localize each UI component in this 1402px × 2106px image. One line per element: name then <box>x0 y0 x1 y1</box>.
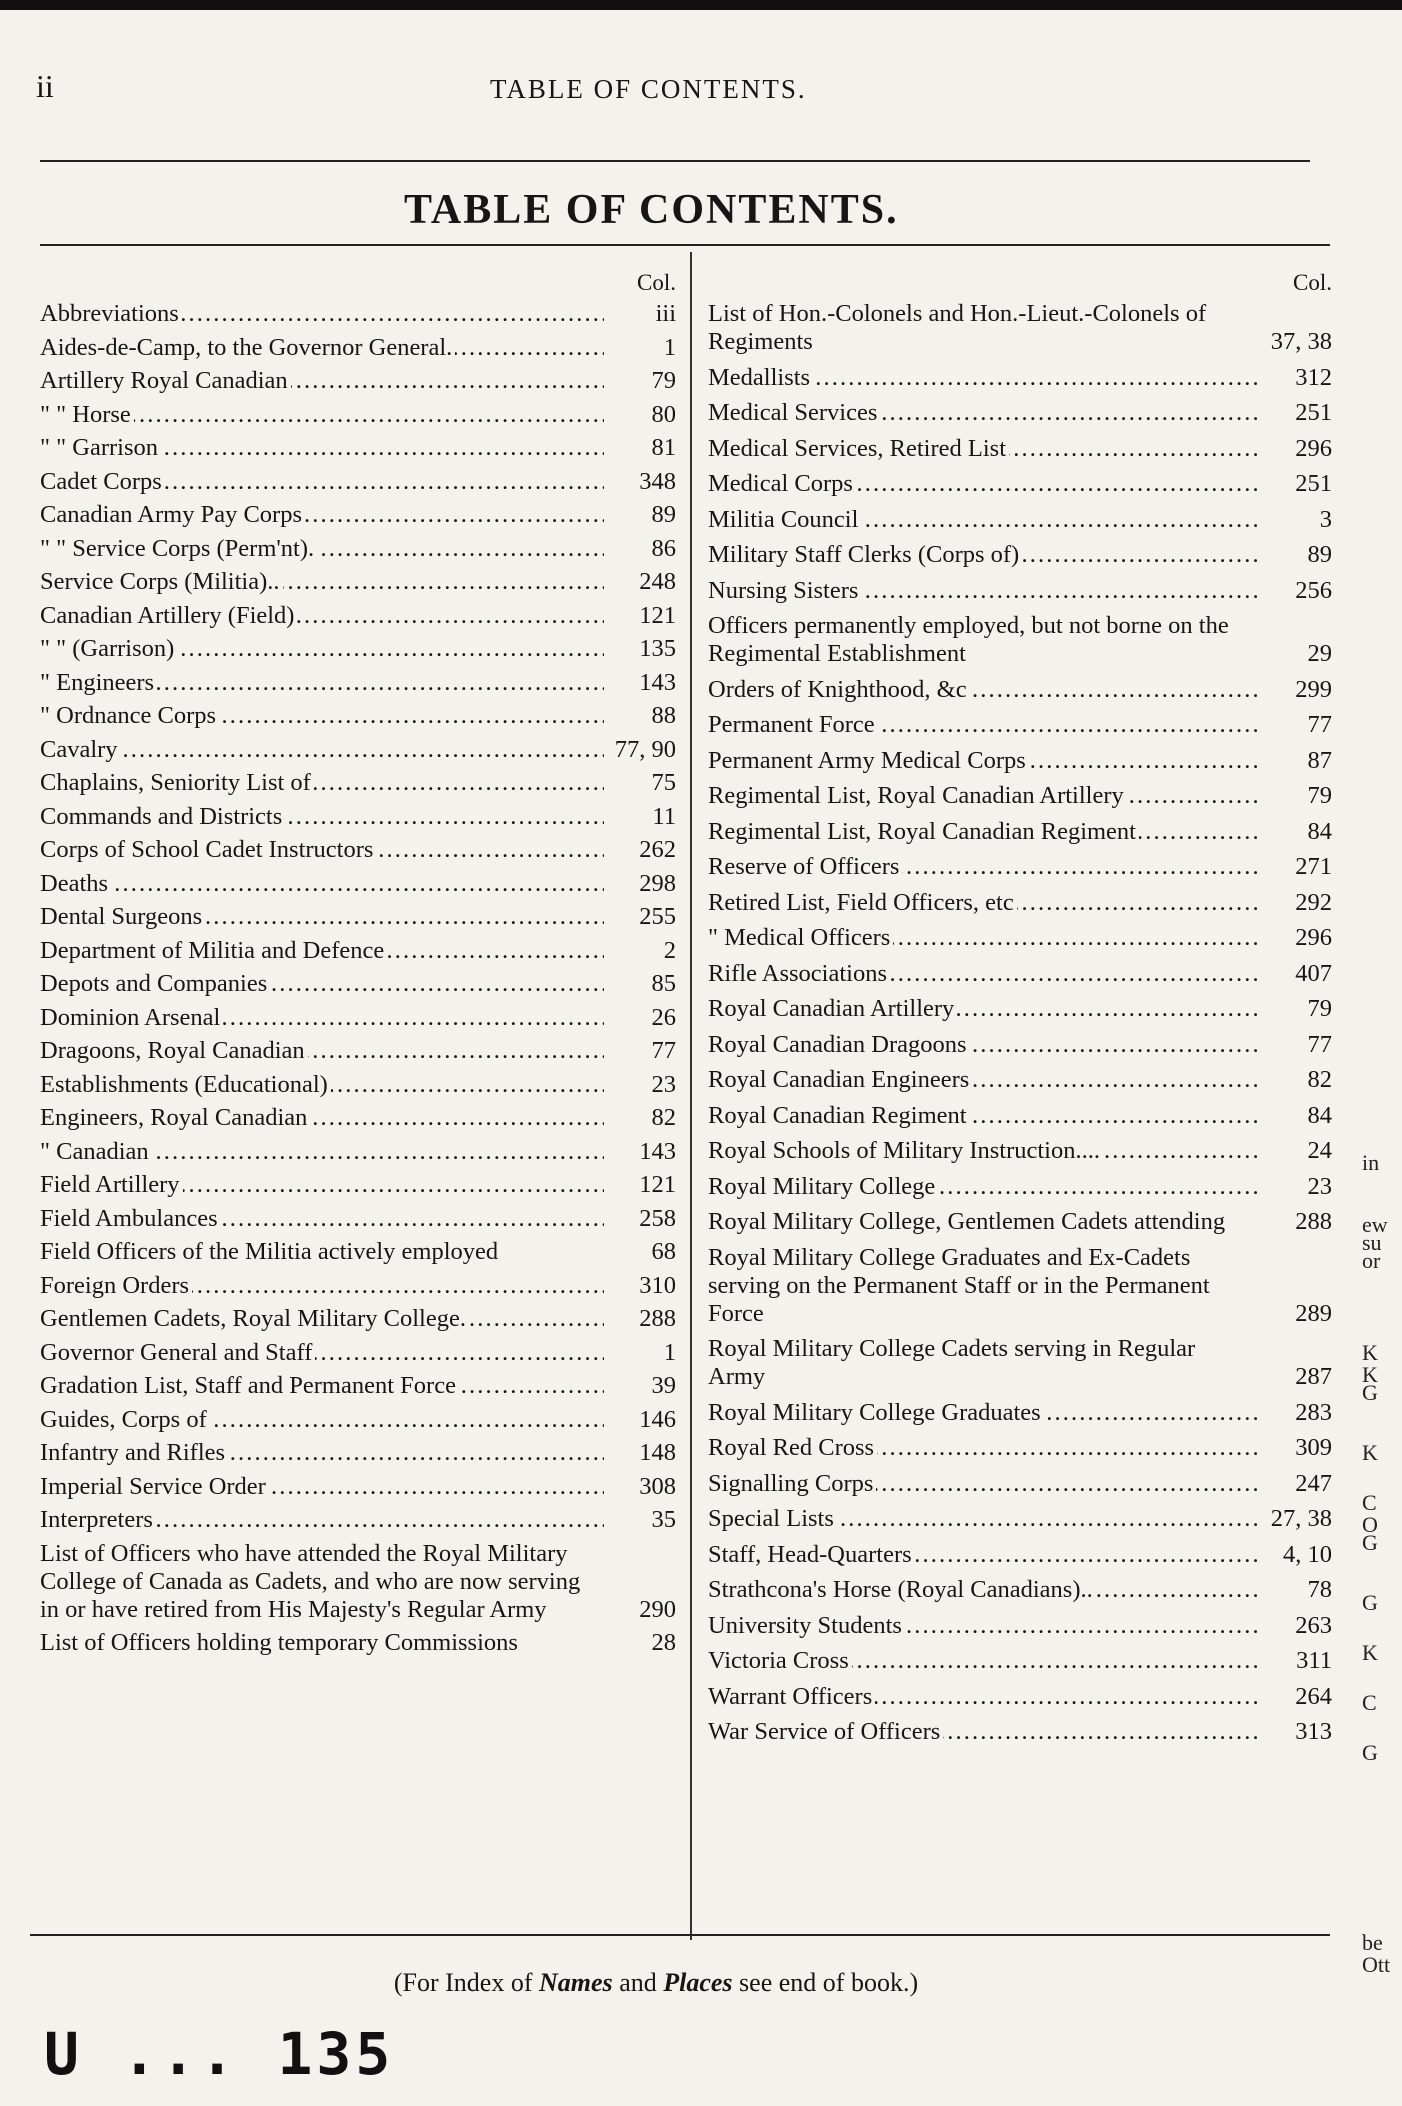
page-number: ii <box>36 68 54 104</box>
toc-entry-title: Medical Corps <box>708 470 856 497</box>
toc-entry-title: Dominion Arsenal <box>40 1004 223 1031</box>
toc-entry-title: Orders of Knighthood, &c <box>708 676 970 703</box>
toc-entry-title: Field Artillery <box>40 1171 183 1198</box>
toc-entry-title: Royal Schools of Military Instruction.... <box>708 1137 1103 1164</box>
toc-entry-col: 312 <box>1260 364 1332 392</box>
edge-fragment: be <box>1362 1930 1383 1955</box>
toc-entry <box>40 434 676 462</box>
column-divider <box>690 252 692 1940</box>
edge-fragment: K <box>1362 1362 1378 1387</box>
toc-entry <box>40 1629 676 1657</box>
footnote-names: Names <box>539 1968 613 1997</box>
toc-entry <box>708 711 1332 739</box>
toc-entry-title: Chaplains, Seniority List of <box>40 769 314 796</box>
toc-entry-title: Special Lists <box>708 1505 837 1532</box>
toc-entry-title: " " Service Corps (Perm'nt). <box>40 535 317 562</box>
toc-entry-col: 271 <box>1260 853 1332 881</box>
toc-entry-title: Staff, Head-Quarters <box>708 1541 915 1568</box>
edge-fragment: O <box>1362 1512 1378 1537</box>
toc-entry-title: Officers permanently employed, but not borne on the Regimental Establishment <box>708 612 1229 667</box>
col-label-left: Col. <box>637 270 676 295</box>
toc-entry-title: Militia Council <box>708 506 861 533</box>
toc-entry <box>708 1683 1332 1711</box>
toc-entry-title: Royal Military College <box>708 1173 938 1200</box>
toc-entry-col: 35 <box>604 1506 676 1534</box>
toc-entry-title: Royal Canadian Regiment <box>708 1102 970 1129</box>
page-title: TABLE OF CONTENTS. <box>404 187 899 233</box>
toc-entry-col: 289 <box>1260 1300 1332 1328</box>
edge-fragment: G <box>1362 1740 1378 1765</box>
toc-entry-title: Canadian Army Pay Corps <box>40 501 305 528</box>
toc-entry <box>40 669 676 697</box>
toc-entry <box>708 960 1332 988</box>
toc-entry <box>40 769 676 797</box>
toc-entry-col: 88 <box>604 702 676 730</box>
toc-entry <box>708 300 1332 356</box>
toc-entry <box>708 1066 1332 1094</box>
toc-entry-title: Victoria Cross <box>708 1647 852 1674</box>
toc-entry-col: 37, 38 <box>1260 328 1332 356</box>
toc-entry-col: 11 <box>604 803 676 831</box>
toc-entry-title: Cadet Corps <box>40 468 165 495</box>
left-column <box>40 270 676 1663</box>
toc-entry-col: 29 <box>1260 640 1332 668</box>
edge-fragment: or <box>1362 1248 1381 1273</box>
toc-entry <box>40 1104 676 1132</box>
toc-entry-col: 287 <box>1260 1363 1332 1391</box>
toc-entry-col: 407 <box>1260 960 1332 988</box>
toc-entry <box>40 568 676 596</box>
toc-entry-col: 85 <box>604 970 676 998</box>
edge-fragment: in <box>1362 1150 1380 1175</box>
toc-entry-col: 39 <box>604 1372 676 1400</box>
toc-entry-col: 298 <box>604 870 676 898</box>
toc-entry-col: 296 <box>1260 924 1332 952</box>
toc-entry-col: 86 <box>604 535 676 563</box>
toc-entry-col: 24 <box>1260 1137 1332 1165</box>
toc-entry-col: 28 <box>604 1629 676 1657</box>
toc-entry-title: Aides-de-Camp, to the Governor General. <box>40 334 455 361</box>
footnote-and: and <box>612 1968 664 1997</box>
toc-entry-title: Royal Red Cross <box>708 1434 877 1461</box>
toc-entry-title: Retired List, Field Officers, etc <box>708 889 1017 916</box>
toc-entry-title: Regimental List, Royal Canadian Artillery <box>708 782 1127 809</box>
toc-entry <box>40 803 676 831</box>
edge-fragment: C <box>1362 1690 1377 1715</box>
toc-entry <box>708 1208 1332 1236</box>
toc-entry-title: Governor General and Staff <box>40 1339 315 1366</box>
right-entries <box>708 300 1332 1746</box>
toc-entry-title: Royal Canadian Engineers <box>708 1066 972 1093</box>
toc-entry <box>40 602 676 630</box>
toc-entry-col: 148 <box>604 1439 676 1467</box>
toc-entry-col: 27, 38 <box>1260 1505 1332 1533</box>
toc-entry-col: 288 <box>604 1305 676 1333</box>
edge-fragment: G <box>1362 1530 1378 1555</box>
toc-entry <box>40 334 676 362</box>
toc-entry-title: Artillery Royal Canadian <box>40 367 291 394</box>
toc-entry-col: 135 <box>604 635 676 663</box>
toc-entry-col: 81 <box>604 434 676 462</box>
toc-entry-col: 255 <box>604 903 676 931</box>
toc-entry-title: Nursing Sisters <box>708 577 861 604</box>
toc-entry <box>40 970 676 998</box>
toc-entry-col: 258 <box>604 1205 676 1233</box>
toc-entry-col: 2 <box>604 937 676 965</box>
toc-entry-col: 78 <box>1260 1576 1332 1604</box>
toc-entry-col: 263 <box>1260 1612 1332 1640</box>
toc-entry <box>708 782 1332 810</box>
toc-entry-title: Permanent Army Medical Corps <box>708 747 1029 774</box>
toc-entry <box>708 1576 1332 1604</box>
toc-entry <box>40 1439 676 1467</box>
toc-entry <box>40 1171 676 1199</box>
toc-entry-col: 283 <box>1260 1399 1332 1427</box>
toc-entry <box>708 818 1332 846</box>
toc-entry-col: 313 <box>1260 1718 1332 1746</box>
toc-entry-col: 310 <box>604 1272 676 1300</box>
edge-fragment: C <box>1362 1490 1377 1515</box>
edge-fragment: ew <box>1362 1212 1388 1237</box>
toc-entry-col: 1 <box>604 334 676 362</box>
toc-entry-title: Guides, Corps of <box>40 1406 210 1433</box>
toc-entry <box>40 300 676 328</box>
col-label-right: Col. <box>1293 270 1332 295</box>
toc-entry-title: Dragoons, Royal Canadian <box>40 1037 308 1064</box>
toc-entry-col: 77 <box>604 1037 676 1065</box>
toc-entry-col: 79 <box>1260 782 1332 810</box>
toc-entry-title: Royal Canadian Artillery <box>708 995 957 1022</box>
toc-entry-title: List of Hon.-Colonels and Hon.-Lieut.-Colonels of Regiments <box>708 300 1207 355</box>
toc-entry <box>40 501 676 529</box>
toc-entry-title: Signalling Corps <box>708 1470 876 1497</box>
toc-entry <box>708 577 1332 605</box>
top-scan-border <box>0 0 1402 10</box>
toc-entry-col: 79 <box>604 367 676 395</box>
toc-entry <box>40 1037 676 1065</box>
toc-entry <box>708 1335 1332 1391</box>
toc-entry-col: 23 <box>1260 1173 1332 1201</box>
toc-entry-col: 251 <box>1260 399 1332 427</box>
toc-entry <box>40 468 676 496</box>
toc-entry-title: " Medical Officers <box>708 924 893 951</box>
toc-entry <box>40 870 676 898</box>
toc-entry-col: 288 <box>1260 1208 1332 1236</box>
toc-entry <box>708 747 1332 775</box>
toc-entry-col: 311 <box>1260 1647 1332 1675</box>
toc-entry <box>708 506 1332 534</box>
toc-entry-title: Royal Military College Graduates and Ex-Cadets serving on the Permanent Staff or in the Permanent Force <box>708 1243 1210 1327</box>
toc-entry-title: Permanent Force <box>708 711 878 738</box>
toc-entry <box>40 1272 676 1300</box>
toc-entry-col: 143 <box>604 669 676 697</box>
toc-entry <box>40 401 676 429</box>
toc-entry <box>40 1071 676 1099</box>
stamp-number: U ... 135 <box>44 2020 395 2088</box>
toc-entry-col: 87 <box>1260 747 1332 775</box>
toc-entry-col: 79 <box>1260 995 1332 1023</box>
toc-entry <box>708 1434 1332 1462</box>
toc-entry <box>708 1031 1332 1059</box>
toc-entry-col: 299 <box>1260 676 1332 704</box>
toc-entry-title: Royal Military College, Gentlemen Cadets attending <box>708 1208 1226 1235</box>
toc-entry <box>708 470 1332 498</box>
toc-entry-title: Engineers, Royal Canadian <box>40 1104 310 1131</box>
toc-entry-col: 82 <box>1260 1066 1332 1094</box>
toc-entry <box>708 541 1332 569</box>
footnote-before: (For Index of <box>393 1968 540 1997</box>
toc-entry-title: Regimental List, Royal Canadian Regiment <box>708 818 1139 845</box>
toc-entry <box>40 635 676 663</box>
bottom-rule <box>30 1934 1330 1936</box>
toc-entry-col: 1 <box>604 1339 676 1367</box>
toc-entry-col: 82 <box>604 1104 676 1132</box>
toc-entry <box>40 937 676 965</box>
toc-entry <box>40 1205 676 1233</box>
edge-fragment: Ott <box>1362 1952 1391 1977</box>
toc-entry <box>40 367 676 395</box>
toc-entry-title: Medallists <box>708 364 813 391</box>
toc-entry-col: 146 <box>604 1406 676 1434</box>
toc-entry <box>708 853 1332 881</box>
toc-entry-title: Depots and Companies <box>40 970 270 997</box>
running-header: TABLE OF CONTENTS. <box>490 74 807 104</box>
toc-entry <box>708 1612 1332 1640</box>
header-rule <box>40 160 1310 162</box>
edge-fragment: G <box>1362 1590 1378 1615</box>
toc-entry <box>708 435 1332 463</box>
toc-entry <box>40 1506 676 1534</box>
toc-entry <box>40 1339 676 1367</box>
toc-entry <box>40 736 676 764</box>
toc-entry <box>40 903 676 931</box>
toc-entry <box>40 1540 676 1624</box>
toc-entry-col: 23 <box>604 1071 676 1099</box>
toc-entry <box>708 995 1332 1023</box>
toc-entry-title: Establishments (Educational) <box>40 1071 331 1098</box>
toc-entry-col: 247 <box>1260 1470 1332 1498</box>
toc-entry <box>708 399 1332 427</box>
toc-entry-col: 348 <box>604 468 676 496</box>
toc-entry-col: 68 <box>604 1238 676 1266</box>
toc-entry-col: 77 <box>1260 1031 1332 1059</box>
toc-entry-title: Interpreters <box>40 1506 156 1533</box>
toc-entry-title: List of Officers who have attended the Royal Military College of Canada as Cadets, and who are now serving in or have retired from His Majesty's Regular Army <box>40 1539 581 1623</box>
toc-entry <box>40 1305 676 1333</box>
toc-entry-col: 75 <box>604 769 676 797</box>
toc-entry <box>708 1102 1332 1130</box>
toc-entry <box>708 1137 1332 1165</box>
toc-entry-title: Commands and Districts <box>40 803 285 830</box>
toc-entry-title: Deaths <box>40 870 111 897</box>
toc-entry-col: 308 <box>604 1473 676 1501</box>
toc-entry-title: " " Horse <box>40 401 134 428</box>
toc-entry <box>40 836 676 864</box>
toc-entry-title: Department of Militia and Defence <box>40 937 387 964</box>
toc-entry-col: 26 <box>604 1004 676 1032</box>
toc-entry-title: " " Garrison <box>40 434 161 461</box>
toc-entry <box>40 1372 676 1400</box>
toc-entry-title: Royal Military College Cadets serving in Regular Army <box>708 1335 1196 1390</box>
toc-entry-col: iii <box>604 300 676 328</box>
toc-entry-col: 84 <box>1260 818 1332 846</box>
toc-entry-title: " " (Garrison) <box>40 635 177 662</box>
left-entries <box>40 300 676 1657</box>
toc-entry-title: Royal Military College Graduates <box>708 1399 1044 1426</box>
toc-entry-title: Warrant Officers <box>708 1683 875 1710</box>
toc-entry-col: 77, 90 <box>604 736 676 764</box>
toc-entry-col: 89 <box>1260 541 1332 569</box>
toc-entry-title: Field Officers of the Militia actively employed <box>40 1238 499 1265</box>
toc-entry-title: Dental Surgeons <box>40 903 205 930</box>
toc-entry <box>708 612 1332 668</box>
toc-entry-title: " Engineers <box>40 669 157 696</box>
toc-entry-title: " Ordnance Corps <box>40 702 219 729</box>
edge-fragment: su <box>1362 1230 1382 1255</box>
toc-entry-col: 262 <box>604 836 676 864</box>
toc-entry-title: Medical Services, Retired List <box>708 435 1009 462</box>
toc-entry <box>40 1473 676 1501</box>
toc-entry-col: 296 <box>1260 435 1332 463</box>
toc-entry-title: Military Staff Clerks (Corps of) <box>708 541 1022 568</box>
toc-entry-title: Field Ambulances <box>40 1205 221 1232</box>
title-rule <box>40 244 1330 246</box>
edge-fragment: K <box>1362 1340 1378 1365</box>
toc-entry-title: List of Officers holding temporary Commissions <box>40 1629 518 1656</box>
toc-entry <box>40 1238 676 1266</box>
toc-entry-col: 121 <box>604 1171 676 1199</box>
toc-entry <box>708 676 1332 704</box>
toc-entry-title: Abbreviations <box>40 300 182 327</box>
toc-entry-title: Foreign Orders <box>40 1272 192 1299</box>
toc-entry-title: Royal Canadian Dragoons <box>708 1031 970 1058</box>
toc-entry-title: Canadian Artillery (Field) <box>40 602 297 629</box>
toc-entry-title: University Students <box>708 1612 905 1639</box>
toc-entry-title: Gradation List, Staff and Permanent Force <box>40 1372 459 1399</box>
right-column <box>708 270 1332 1754</box>
edge-fragment: K <box>1362 1440 1378 1465</box>
toc-entry-col: 309 <box>1260 1434 1332 1462</box>
toc-entry <box>708 1541 1332 1569</box>
toc-entry <box>708 889 1332 917</box>
toc-entry-col: 290 <box>604 1596 676 1624</box>
toc-entry-col: 143 <box>604 1138 676 1166</box>
toc-entry-col: 256 <box>1260 577 1332 605</box>
toc-entry-col: 4, 10 <box>1260 1541 1332 1569</box>
toc-entry-title: Strathcona's Horse (Royal Canadians).. <box>708 1576 1096 1603</box>
toc-entry-title: War Service of Officers <box>708 1718 943 1745</box>
toc-entry-title: Reserve of Officers <box>708 853 902 880</box>
toc-entry-col: 251 <box>1260 470 1332 498</box>
toc-entry <box>708 364 1332 392</box>
toc-entry-col: 3 <box>1260 506 1332 534</box>
toc-entry-title: Rifle Associations <box>708 960 890 987</box>
index-footnote <box>0 1968 1402 1998</box>
toc-entry-col: 248 <box>604 568 676 596</box>
toc-entry-title: Infantry and Rifles <box>40 1439 228 1466</box>
footnote-places: Places <box>663 1968 733 1997</box>
toc-entry-col: 89 <box>604 501 676 529</box>
toc-entry-col: 77 <box>1260 711 1332 739</box>
toc-entry <box>708 1173 1332 1201</box>
toc-entry-title: Imperial Service Order <box>40 1473 269 1500</box>
toc-entry <box>708 1399 1332 1427</box>
toc-entry <box>708 1244 1332 1328</box>
toc-entry-title: Service Corps (Militia).. <box>40 568 283 595</box>
toc-entry-title: Corps of School Cadet Instructors <box>40 836 376 863</box>
toc-entry <box>708 924 1332 952</box>
edge-fragment: K <box>1362 1640 1378 1665</box>
toc-entry <box>708 1505 1332 1533</box>
toc-entry-col: 80 <box>604 401 676 429</box>
toc-entry <box>40 702 676 730</box>
toc-entry-col: 292 <box>1260 889 1332 917</box>
toc-entry <box>708 1470 1332 1498</box>
toc-entry <box>708 1718 1332 1746</box>
toc-entry <box>708 1647 1332 1675</box>
toc-entry <box>40 1406 676 1434</box>
toc-entry-title: " Canadian <box>40 1138 152 1165</box>
toc-entry-title: Medical Services <box>708 399 880 426</box>
toc-entry <box>40 535 676 563</box>
toc-entry-col: 121 <box>604 602 676 630</box>
toc-entry <box>40 1138 676 1166</box>
toc-entry <box>40 1004 676 1032</box>
toc-entry-col: 84 <box>1260 1102 1332 1130</box>
edge-fragment: G <box>1362 1380 1378 1405</box>
toc-entry-title: Gentlemen Cadets, Royal Military College. <box>40 1305 469 1332</box>
toc-entry-title: Cavalry <box>40 736 121 763</box>
footnote-after: see end of book.) <box>732 1968 919 1997</box>
toc-entry-col: 264 <box>1260 1683 1332 1711</box>
